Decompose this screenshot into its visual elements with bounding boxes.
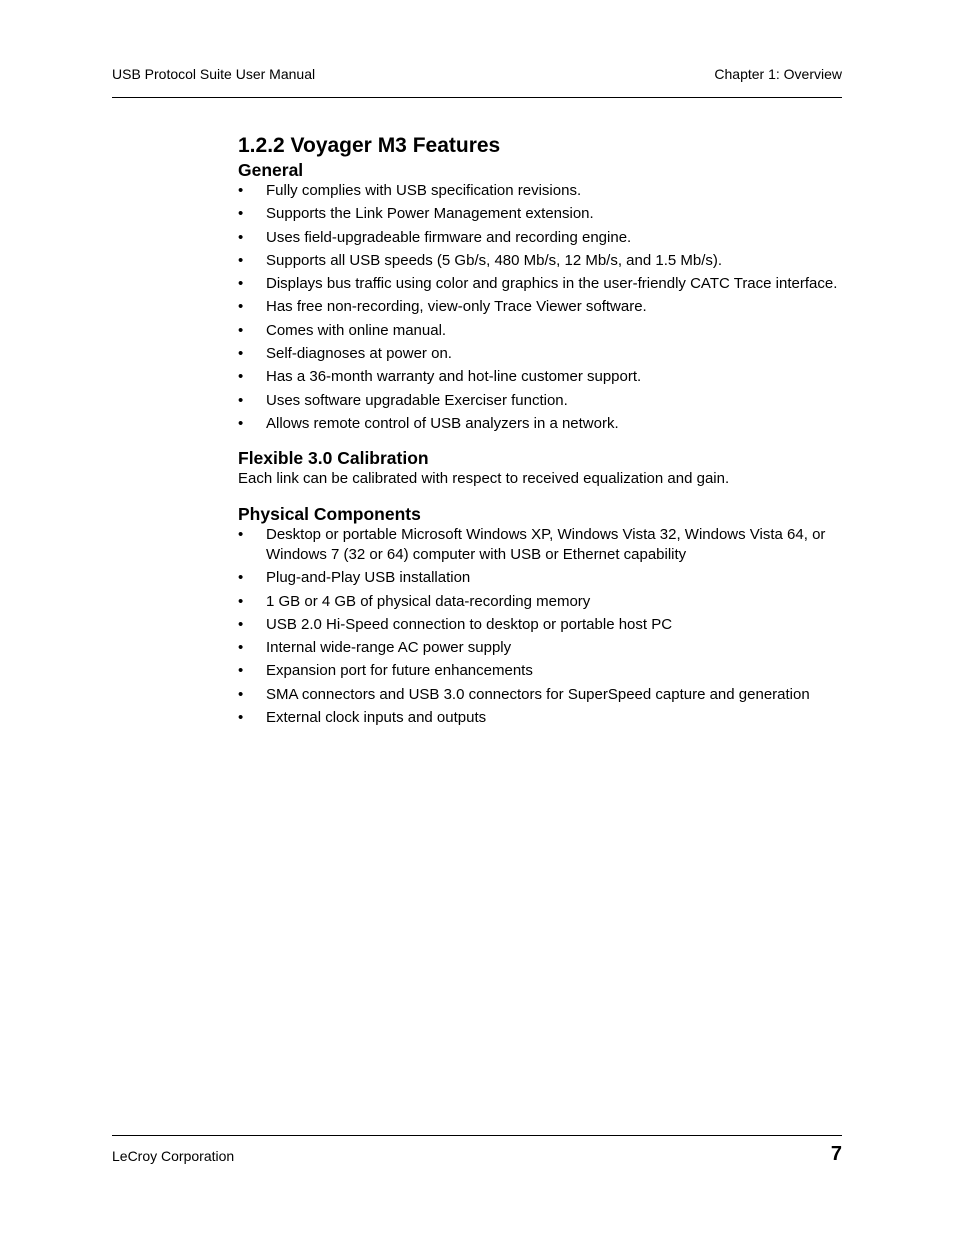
list-item <box>238 367 838 387</box>
list-item-text: Uses field-upgradeable firmware and recording engine. <box>266 228 632 246</box>
bullet: • <box>238 639 244 657</box>
bullet: • <box>238 298 244 316</box>
bullet: • <box>238 414 244 432</box>
list-item <box>238 274 838 294</box>
bullet: • <box>238 251 244 269</box>
footer-divider <box>112 1135 842 1136</box>
list-item-text: External clock inputs and outputs <box>266 709 487 727</box>
bullet: • <box>238 569 244 587</box>
list-item-text: Supports all USB speeds (5 Gb/s, 480 Mb/s, 12 Mb/s, and 1.5 Mb/s). <box>266 251 723 269</box>
bullet: • <box>238 526 244 544</box>
list-item-text: Fully complies with USB specification revisions. <box>266 182 582 199</box>
list-item <box>238 344 838 364</box>
list-item <box>238 568 838 588</box>
calibration-text: Each link can be calibrated with respect to received equalization and gain. <box>238 470 730 488</box>
list-item-text: Expansion port for future enhancements <box>266 662 533 680</box>
physical-components-list <box>238 525 838 727</box>
list-item <box>238 228 838 248</box>
list-item-text: SMA connectors and USB 3.0 connectors for SuperSpeed capture and generation <box>266 685 810 703</box>
list-item-text: Supports the Link Power Management extension. <box>266 205 594 223</box>
bullet: • <box>238 615 244 633</box>
list-item <box>238 251 838 271</box>
list-item <box>238 414 838 434</box>
general-heading: General <box>238 160 304 180</box>
list-item-text: Uses software upgradable Exerciser function. <box>266 391 568 409</box>
bullet: • <box>238 345 244 363</box>
bullet: • <box>238 662 244 680</box>
list-item-text: Desktop or portable Microsoft Windows XP, Windows Vista 32, Windows Vista 64, or Windows 7 (32 or 64) computer with USB or Ethernet capability <box>266 526 826 563</box>
list-item-text: USB 2.0 Hi-Speed connection to desktop or portable host PC <box>266 615 673 633</box>
list-item <box>238 638 838 658</box>
section-title: 1.2.2 Voyager M3 Features <box>238 134 501 157</box>
list-item <box>238 661 838 681</box>
running-header-chapter: Chapter 1: Overview <box>714 66 842 82</box>
list-item <box>238 592 838 612</box>
page-content <box>238 133 838 731</box>
list-item-text: Allows remote control of USB analyzers in a network. <box>266 414 619 432</box>
general-features-list <box>238 181 838 433</box>
list-item <box>238 204 838 224</box>
list-item <box>238 615 838 635</box>
bullet: • <box>238 685 244 703</box>
list-item <box>238 321 838 341</box>
header-divider <box>112 97 842 98</box>
bullet: • <box>238 275 244 293</box>
list-item <box>238 685 838 705</box>
list-item <box>238 297 838 317</box>
running-header-title: USB Protocol Suite User Manual <box>112 66 316 82</box>
list-item-text: Plug-and-Play USB installation <box>266 569 471 587</box>
list-item <box>238 391 838 411</box>
bullet: • <box>238 321 244 339</box>
list-item <box>238 708 838 728</box>
list-item-text: 1 GB or 4 GB of physical data-recording memory <box>266 592 591 610</box>
bullet: • <box>238 592 244 610</box>
list-item <box>238 525 838 564</box>
page-number: 7 <box>830 1143 842 1165</box>
list-item <box>238 181 838 201</box>
bullet: • <box>238 205 244 223</box>
bullet: • <box>238 228 244 246</box>
list-item-text: Internal wide-range AC power supply <box>266 639 512 657</box>
list-item-text: Has a 36-month warranty and hot-line customer support. <box>266 368 642 386</box>
bullet: • <box>238 391 244 409</box>
bullet: • <box>238 709 244 727</box>
bullet: • <box>238 368 244 386</box>
calibration-heading: Flexible 3.0 Calibration <box>238 448 429 469</box>
bullet: • <box>238 182 244 199</box>
list-item-text: Has free non-recording, view-only Trace Viewer software. <box>266 298 647 316</box>
list-item-text: Self-diagnoses at power on. <box>266 345 452 363</box>
list-item-text: Comes with online manual. <box>266 321 447 339</box>
footer-company: LeCroy Corporation <box>112 1148 235 1164</box>
physical-components-heading: Physical Components <box>238 504 421 525</box>
list-item-text: Displays bus traffic using color and graphics in the user-friendly CATC Trace interface. <box>266 275 838 293</box>
